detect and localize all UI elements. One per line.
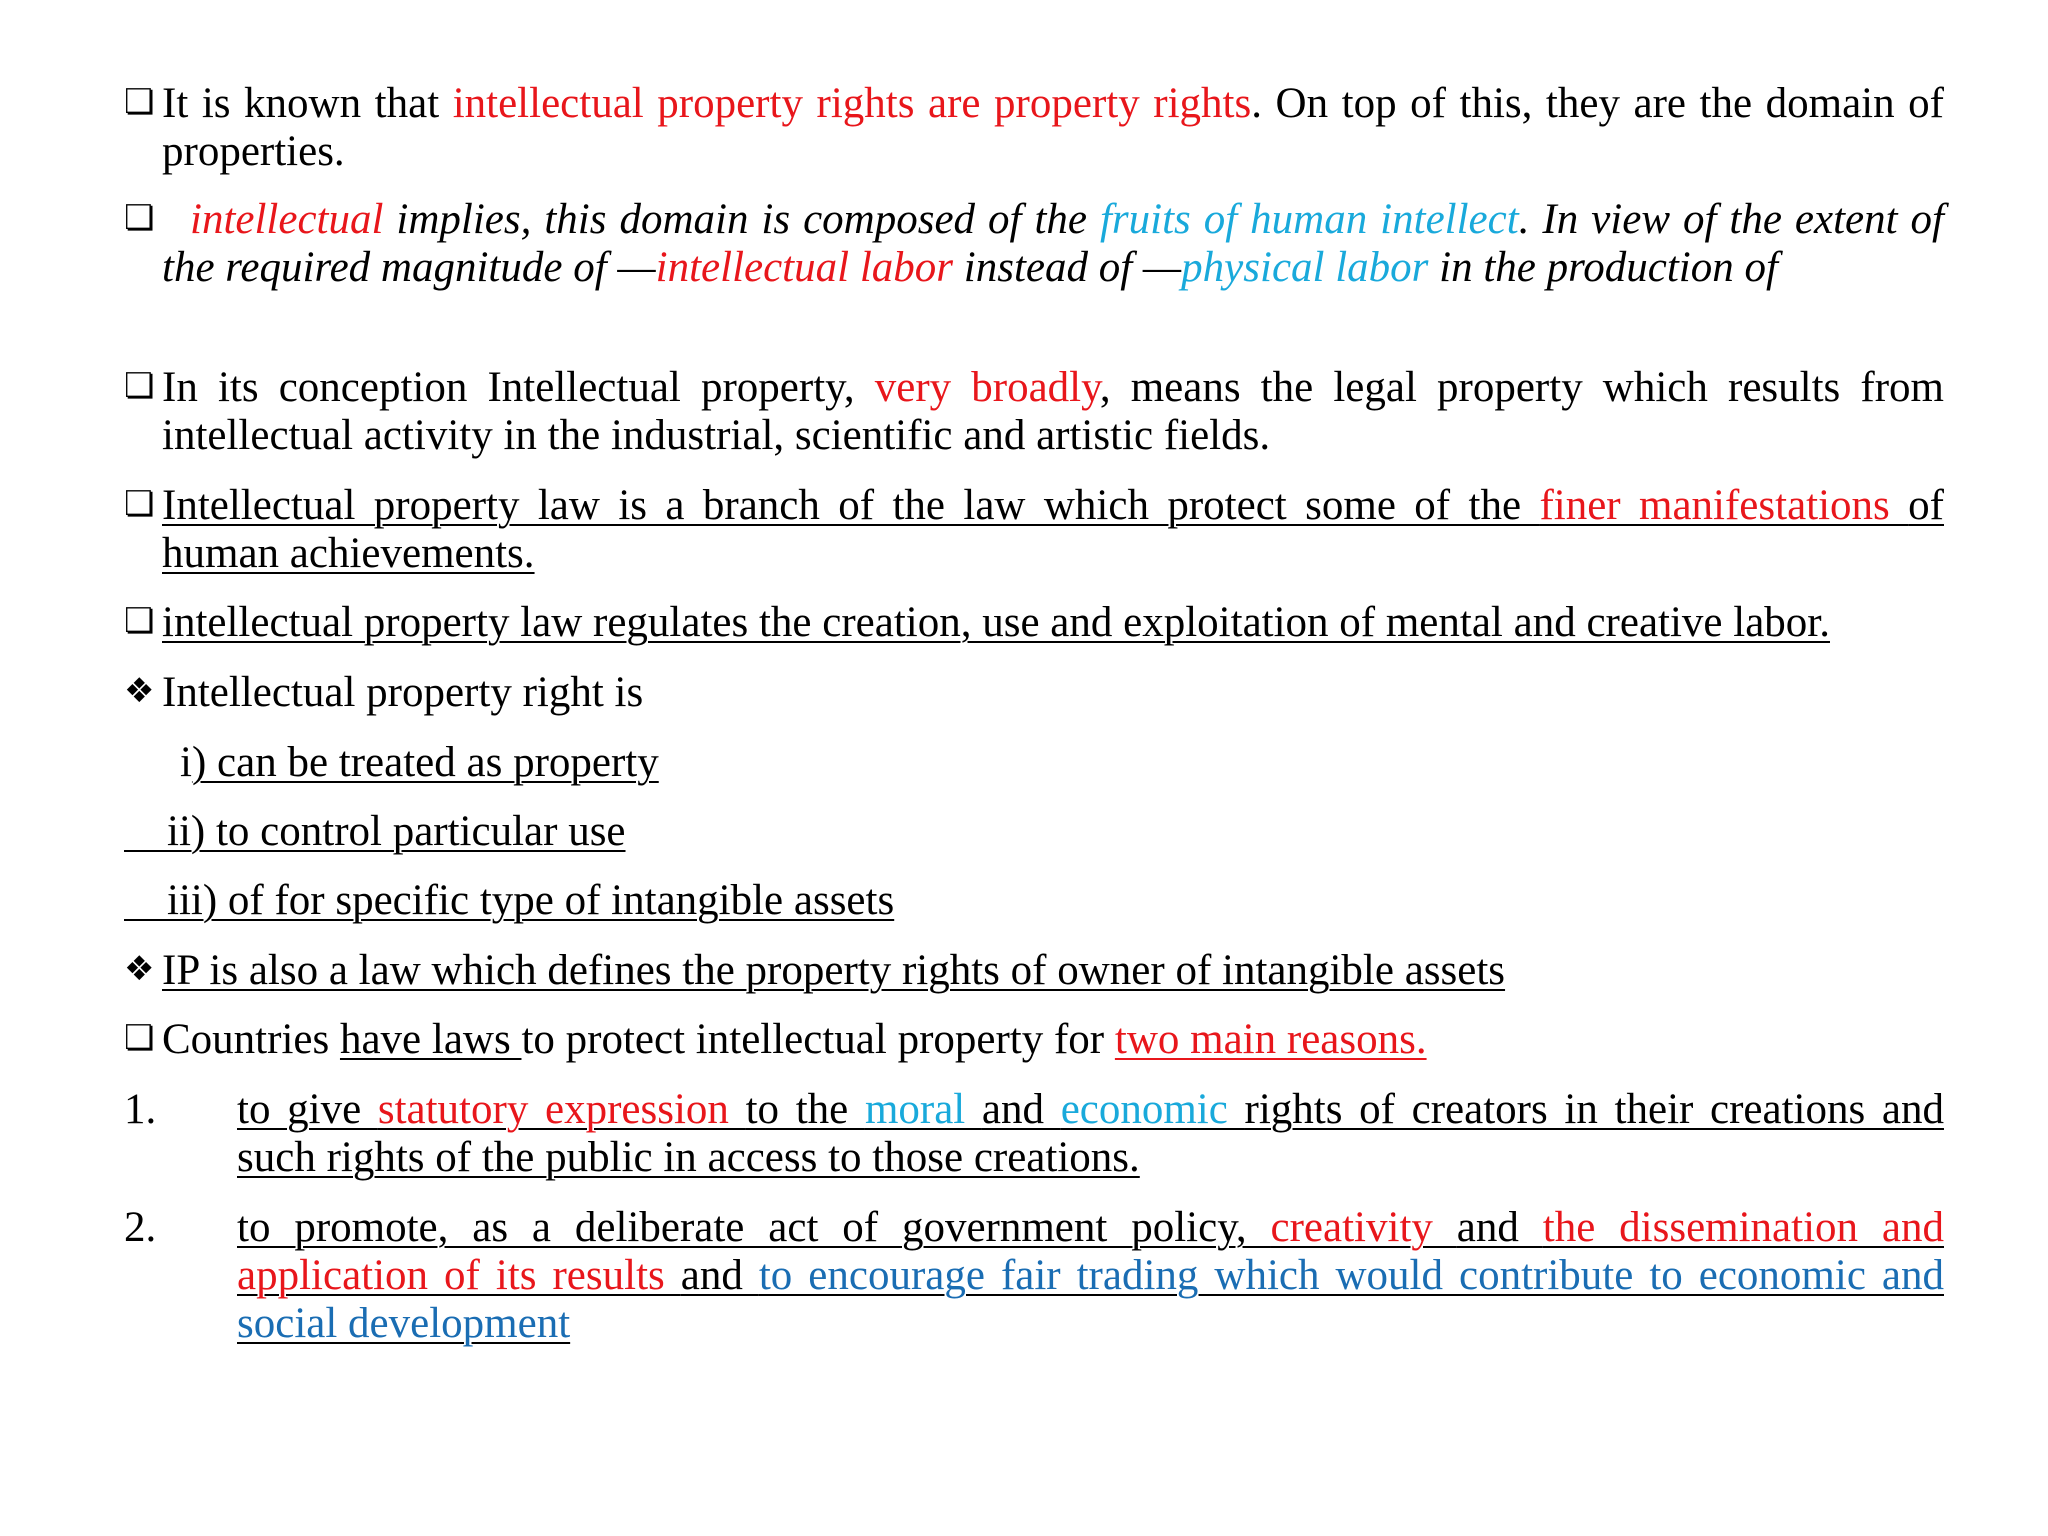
paragraph-5 <box>124 599 1944 647</box>
p2-text-h: in the production of <box>1428 244 1778 291</box>
p8-text-c: to protect intellectual property for <box>521 1016 1115 1063</box>
p3-text-c: , means the legal property which results from intellectual activity in the industrial, scientific and artistic fields. <box>162 364 1944 459</box>
paragraph-8-text <box>162 1016 1944 1064</box>
n1-economic: economic <box>1060 1086 1245 1133</box>
n2-text-a: to promote, as a deliberate act of government policy, <box>237 1204 1271 1251</box>
numbered-item-1-number: 1. <box>124 1086 157 1133</box>
diamond-bullet-icon: ❖ <box>124 949 155 989</box>
sub-item-2: ii) to control particular use <box>124 808 626 855</box>
n2-dissemination: the dissemination and application of its results <box>237 1204 1944 1299</box>
p2-text-f: instead of — <box>953 244 1182 291</box>
n2-fair-trading: to encourage fair trading which would contribute to economic and social development <box>237 1252 1944 1347</box>
square-bullet-icon: ❏ <box>124 82 155 122</box>
numbered-item-2-text <box>237 1204 1944 1348</box>
square-bullet-icon: ❏ <box>124 198 155 238</box>
p4-finer-manifestations: finer manifestations <box>1539 482 1909 529</box>
paragraph-5-text: intellectual property law regulates the creation, use and exploitation of mental and creative labor. <box>162 599 1830 646</box>
n1-moral: moral <box>864 1086 982 1133</box>
n1-statutory-expression: statutory expression <box>377 1086 746 1133</box>
p8-text-a: Countries <box>162 1016 340 1063</box>
p1-highlight: intellectual property rights are property rights <box>452 80 1252 127</box>
numbered-item-1-text <box>237 1086 1944 1182</box>
paragraph-3 <box>124 364 1944 460</box>
paragraph-1-text <box>162 80 1944 176</box>
diamond-bullet-icon: ❖ <box>124 671 155 711</box>
n2-text-c: and <box>1456 1204 1543 1251</box>
paragraph-1 <box>124 80 1944 176</box>
n1-text-e: and <box>981 1086 1061 1133</box>
numbered-item-2-number: 2. <box>124 1204 157 1251</box>
numbered-item-2 <box>124 1204 1944 1348</box>
p3-very-broadly: very broadly <box>874 364 1100 411</box>
sub-item-1-text: ) can be treated as property <box>191 739 659 786</box>
p2-intellectual: intellectual <box>190 196 384 243</box>
paragraph-2 <box>124 196 1944 292</box>
square-bullet-icon: ❏ <box>124 1018 155 1058</box>
p3-text-a: In its conception Intellectual property, <box>162 364 875 411</box>
square-bullet-icon: ❏ <box>124 366 155 406</box>
p4-text-c: of human achievements. <box>162 482 1944 577</box>
paragraph-7 <box>124 947 1944 995</box>
p8-have-laws: have laws <box>339 1016 522 1063</box>
p2-text-d: . In view of the extent of the required magnitude of — <box>162 196 1944 291</box>
paragraph-2-text <box>162 196 1944 292</box>
p2-text-b: implies, this domain is composed of the <box>383 196 1100 243</box>
paragraph-6 <box>124 669 1944 717</box>
p1-text-a: It is known that <box>162 80 453 127</box>
p4-text-a: Intellectual property law is a branch of the law which protect some of the <box>162 482 1540 529</box>
p2-physical-labor: physical labor <box>1181 244 1429 291</box>
paragraph-3-text <box>162 364 1944 460</box>
n2-text-e: and <box>680 1252 759 1299</box>
p2-intellectual-labor: intellectual labor <box>655 244 954 291</box>
paragraph-4-text <box>162 482 1944 578</box>
numbered-item-1 <box>124 1086 1944 1182</box>
sub-item-1 <box>180 739 659 787</box>
square-bullet-icon: ❏ <box>124 601 155 641</box>
paragraph-8 <box>124 1016 1944 1064</box>
paragraph-7-text: IP is also a law which defines the property rights of owner of intangible assets <box>162 947 1506 994</box>
square-bullet-icon: ❏ <box>124 484 155 524</box>
sub-item-3: iii) of for specific type of intangible assets <box>124 877 895 924</box>
n1-text-g: rights of creators in their creations and such rights of the public in access to those creations. <box>237 1086 1944 1181</box>
paragraph-4 <box>124 482 1944 578</box>
n1-text-c: to the <box>745 1086 865 1133</box>
p2-fruits: fruits of human intellect <box>1099 196 1519 243</box>
n1-text-a: to give <box>237 1086 378 1133</box>
p8-two-main-reasons: two main reasons. <box>1114 1016 1427 1063</box>
sub-item-1-prefix: i <box>180 739 192 786</box>
p1-text-c: . On top of this, they are the domain of properties. <box>162 80 1944 175</box>
paragraph-6-text: Intellectual property right is <box>162 669 644 716</box>
n2-creativity: creativity <box>1270 1204 1457 1251</box>
